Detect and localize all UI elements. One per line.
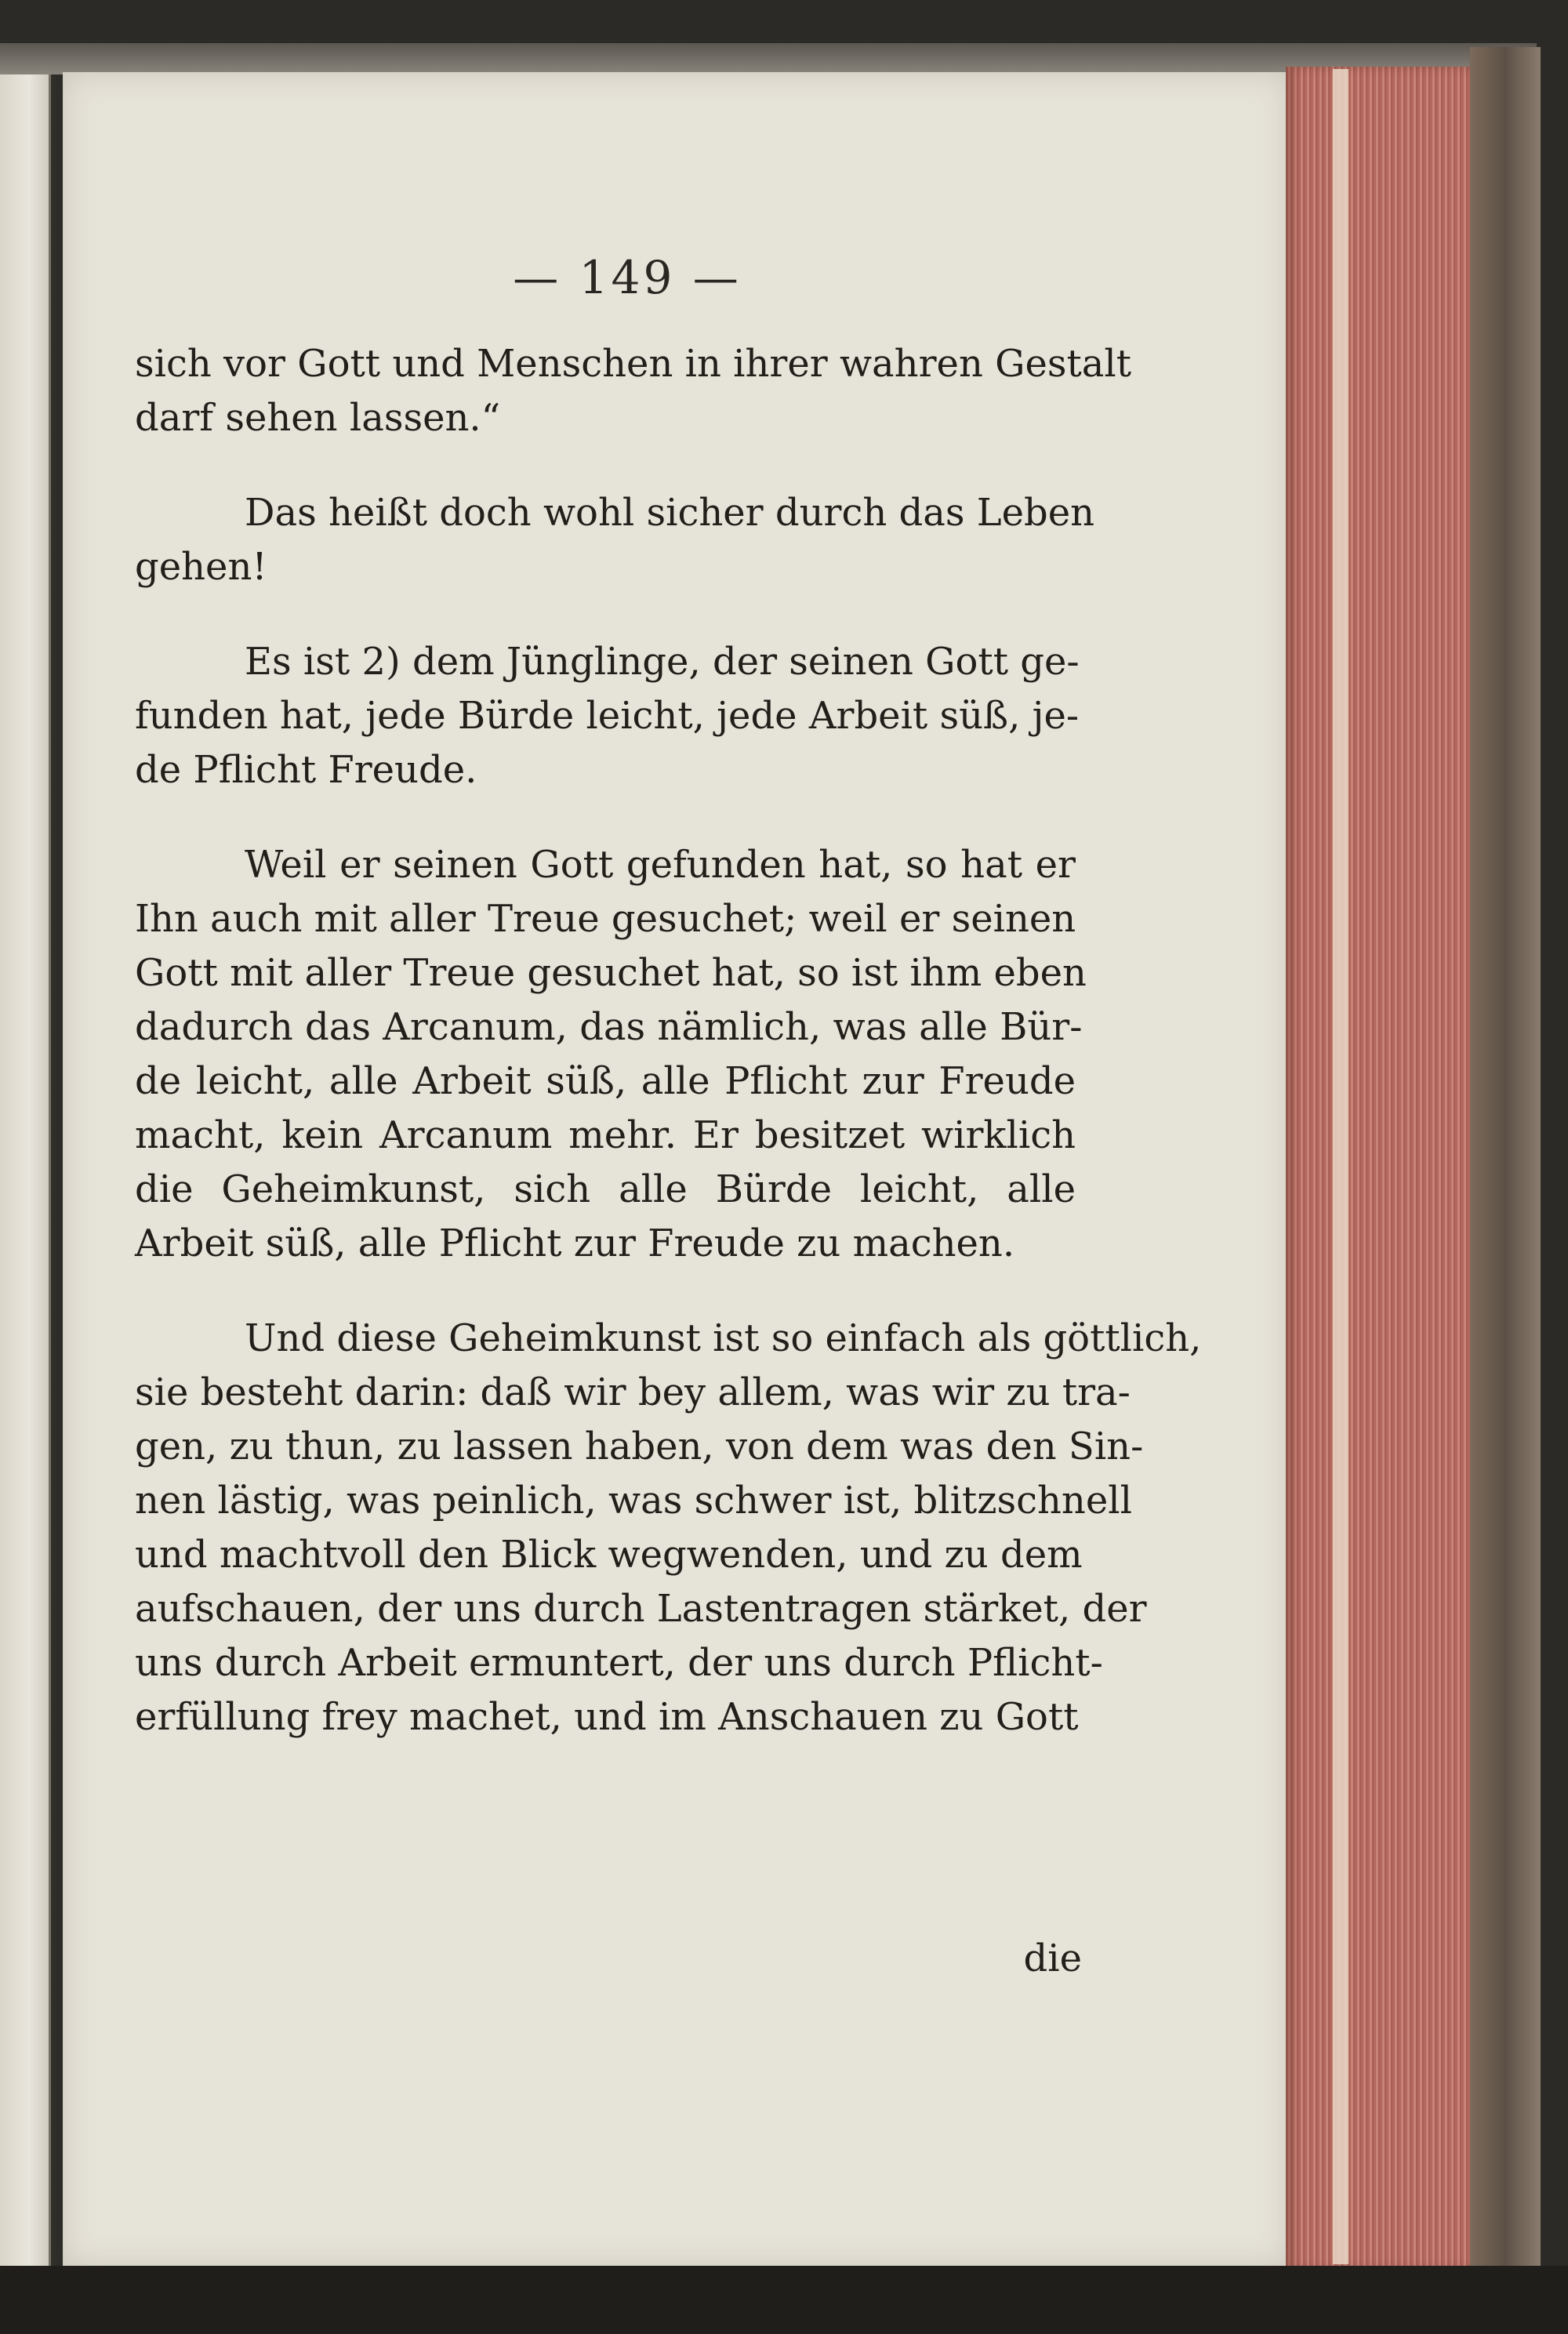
- text-line: Es ist 2) dem Jünglinge, der seinen Gott ge-: [245, 640, 1080, 684]
- text-line: uns durch Arbeit ermuntert, der uns durch Pflicht-: [135, 1641, 1103, 1685]
- text-line: Ihn auch mit aller Treue gesuchet; weil er seinen: [135, 897, 1076, 941]
- paragraph-4: [135, 838, 1087, 1271]
- text-line: sie besteht darin: daß wir bey allem, was wir zu tra-: [135, 1370, 1131, 1414]
- text-line: dadurch das Arcanum, das nämlich, was alle Bür-: [135, 1005, 1083, 1049]
- paragraph-1: [135, 337, 1132, 445]
- paragraph-5: [135, 1312, 1202, 1744]
- left-page-edge: [0, 74, 51, 2270]
- text-line: nen lästig, was peinlich, was schwer ist, blitzschnell: [135, 1479, 1132, 1523]
- text-line: Und diese Geheimkunst ist so einfach als göttlich,: [245, 1316, 1202, 1360]
- text-line: Arbeit süß, alle Pflicht zur Freude zu machen.: [135, 1221, 1015, 1265]
- text-line: sich vor Gott und Menschen in ihrer wahren Gestalt: [135, 342, 1132, 386]
- text-line: gehen!: [135, 545, 267, 589]
- text-line: Das heißt doch wohl sicher durch das Leben: [245, 491, 1095, 535]
- bottom-shadow: [0, 2266, 1568, 2334]
- text-line: darf sehen lassen.“: [135, 396, 501, 440]
- text-line: und machtvoll den Blick wegwenden, und zu dem: [135, 1533, 1083, 1577]
- paragraph-3: [135, 635, 1080, 797]
- text-line: macht, kein Arcanum mehr. Er besitzet wirklich: [135, 1113, 1076, 1157]
- text-line: de Pflicht Freude.: [135, 748, 477, 792]
- catchword: die: [1023, 1937, 1082, 1980]
- text-line: die Geheimkunst, sich alle Bürde leicht, alle: [135, 1167, 1076, 1211]
- spine-shadow: [49, 74, 64, 2270]
- text-line: erfüllung frey machet, und im Anschauen zu Gott: [135, 1695, 1079, 1739]
- text-line: de leicht, alle Arbeit süß, alle Pflicht zur Freude: [135, 1059, 1076, 1103]
- page-header: — 149 —: [513, 251, 742, 304]
- page-fore-edge: [1286, 67, 1474, 2270]
- text-line: aufschauen, der uns durch Lastentragen stärket, der: [135, 1587, 1147, 1631]
- text-line: gen, zu thun, zu lassen haben, von dem was den Sin-: [135, 1425, 1144, 1468]
- book-back-cover: [1470, 47, 1541, 2274]
- text-line: Weil er seinen Gott gefunden hat, so hat er: [245, 843, 1076, 887]
- text-line: funden hat, jede Bürde leicht, jede Arbeit süß, je-: [135, 694, 1080, 738]
- page-fore-edge-highlight: [1333, 69, 1348, 2264]
- page-body-text: [135, 337, 1202, 1785]
- text-line: Gott mit aller Treue gesuchet hat, so ist ihm eben: [135, 951, 1087, 995]
- paragraph-2: [135, 486, 1095, 594]
